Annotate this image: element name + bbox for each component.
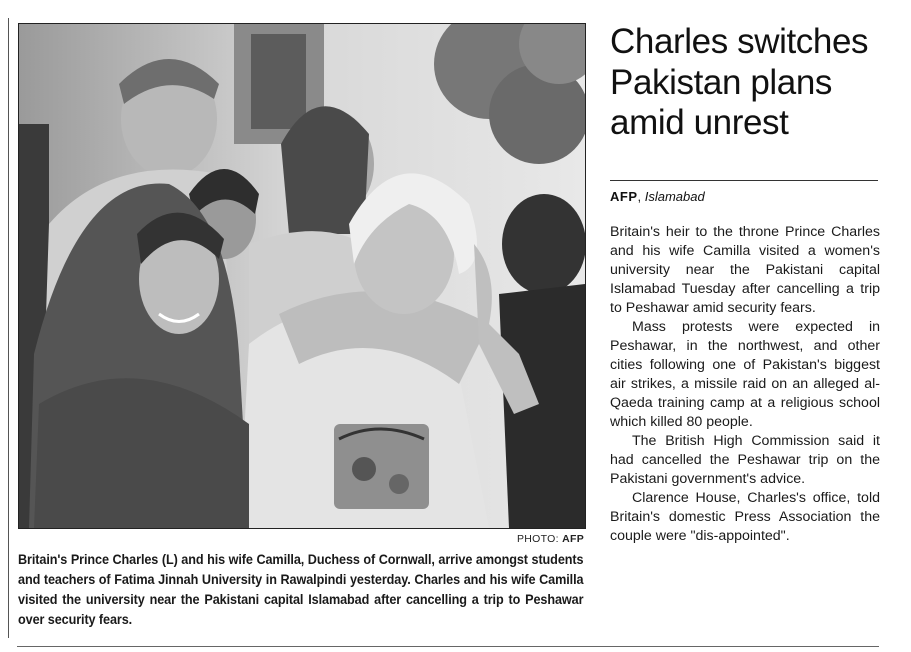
byline-place: Islamabad <box>644 189 705 204</box>
article-paragraph: The British High Commission said it had cancelled the Peshawar trip on the Pakistani government's advice. <box>610 433 880 487</box>
photo-credit-agency: AFP <box>562 533 584 545</box>
article-headline: Charles switches Pakistan plans amid unrest <box>610 22 869 142</box>
article-body <box>610 223 880 546</box>
byline-separator: , <box>637 189 645 204</box>
news-photo <box>18 23 586 529</box>
article-byline <box>610 189 705 204</box>
column-divider-left <box>8 18 9 638</box>
photo-credit-label: PHOTO: <box>517 533 563 545</box>
photo-credit <box>18 533 584 545</box>
photo-caption: Britain's Prince Charles (L) and his wife Camilla, Duchess of Cornwall, arrive amongst students and teachers of Fatima Jinnah University in Rawalpindi yesterday. Charles and his wife Camilla visited the university near the Pakistani capital Islamabad after cancelling a trip to Peshawar over security fears. <box>18 552 584 627</box>
bottom-divider <box>17 646 879 647</box>
headline-divider <box>610 180 878 181</box>
article-paragraph: Mass protests were expected in Peshawar, in the northwest, and other cities following one of Pakistan's biggest air strikes, a missile raid on an alleged al-Qaeda training camp at a religious school which killed 80 people. <box>610 319 880 430</box>
article-paragraph: Clarence House, Charles's office, told Britain's domestic Press Association the couple were "dis-appointed". <box>610 490 880 544</box>
byline-agency: AFP <box>610 189 638 204</box>
article-paragraph: Britain's heir to the throne Prince Charles and his wife Camilla visited a women's university near the Pakistani capital Islamabad Tuesday after cancelling a trip to Peshawar amid security fears. <box>610 224 880 316</box>
photo-image-icon <box>19 24 585 528</box>
